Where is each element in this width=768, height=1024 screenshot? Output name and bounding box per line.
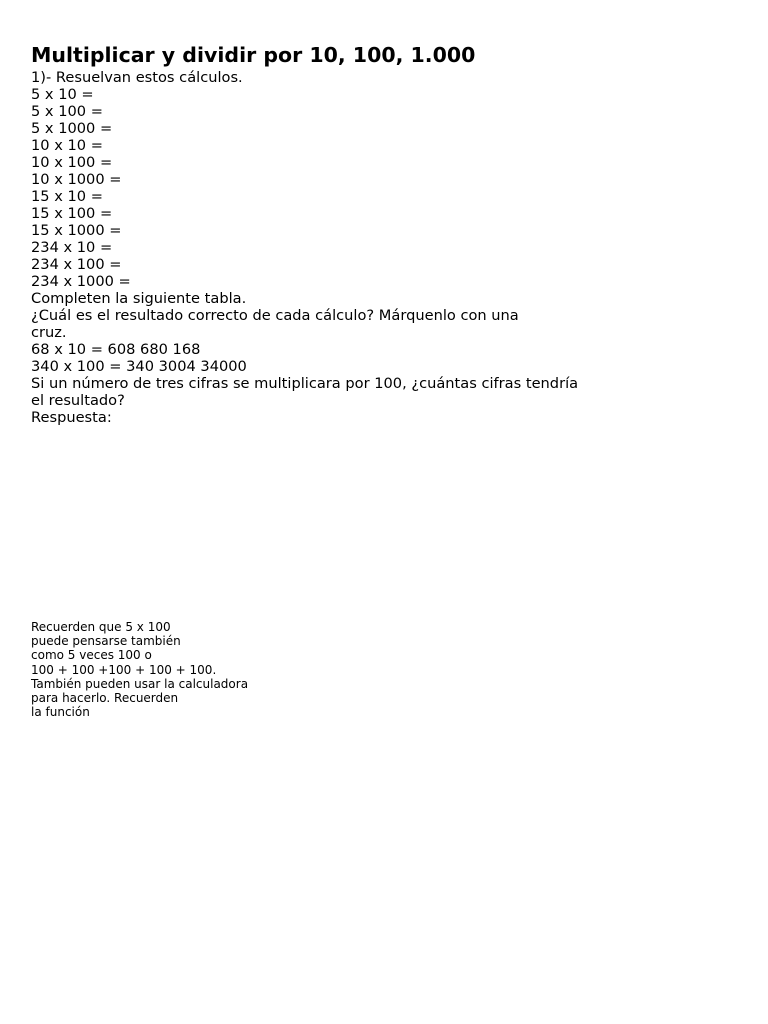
- instruction-line: Completen la siguiente tabla.: [31, 290, 247, 307]
- question-line: el resultado?: [31, 392, 125, 409]
- question-line: cruz.: [31, 324, 67, 341]
- calculation-line: 5 x 1000 =: [31, 120, 113, 137]
- calculation-line: 15 x 100 =: [31, 205, 113, 222]
- calculation-line: 15 x 10 =: [31, 188, 103, 205]
- choice-line: 68 x 10 = 608 680 168: [31, 341, 201, 358]
- question-line: ¿Cuál es el resultado correcto de cada cálculo? Márquenlo con una: [31, 307, 519, 324]
- note-line: 100 + 100 +100 + 100 + 100.: [31, 662, 217, 677]
- calculation-line: 10 x 1000 =: [31, 171, 122, 188]
- note-line: la función: [31, 705, 90, 720]
- calculation-line: 234 x 1000 =: [31, 273, 131, 290]
- note-line: Recuerden que 5 x 100: [31, 620, 171, 634]
- hint-note: [31, 620, 291, 719]
- calculation-line: 15 x 1000 =: [31, 222, 122, 239]
- note-line: puede pensarse también: [31, 634, 181, 649]
- calculation-line: 10 x 10 =: [31, 137, 103, 154]
- answer-label: Respuesta:: [31, 409, 112, 426]
- note-line: También pueden usar la calculadora: [31, 676, 249, 691]
- calculation-line: 234 x 10 =: [31, 239, 113, 256]
- note-line: como 5 veces 100 o: [31, 648, 152, 663]
- note-line: para hacerlo. Recuerden: [31, 691, 179, 706]
- page-title: Multiplicar y dividir por 10, 100, 1.000: [31, 43, 476, 67]
- calculation-line: 234 x 100 =: [31, 256, 122, 273]
- exercise-lines: [31, 69, 651, 426]
- instruction-line: 1)- Resuelvan estos cálculos.: [31, 69, 243, 86]
- question-line: Si un número de tres cifras se multiplicara por 100, ¿cuántas cifras tendría: [31, 375, 579, 392]
- calculation-line: 5 x 100 =: [31, 103, 103, 120]
- calculation-line: 5 x 10 =: [31, 86, 94, 103]
- choice-line: 340 x 100 = 340 3004 34000: [31, 358, 247, 375]
- calculation-line: 10 x 100 =: [31, 154, 113, 171]
- document-body: [31, 42, 651, 426]
